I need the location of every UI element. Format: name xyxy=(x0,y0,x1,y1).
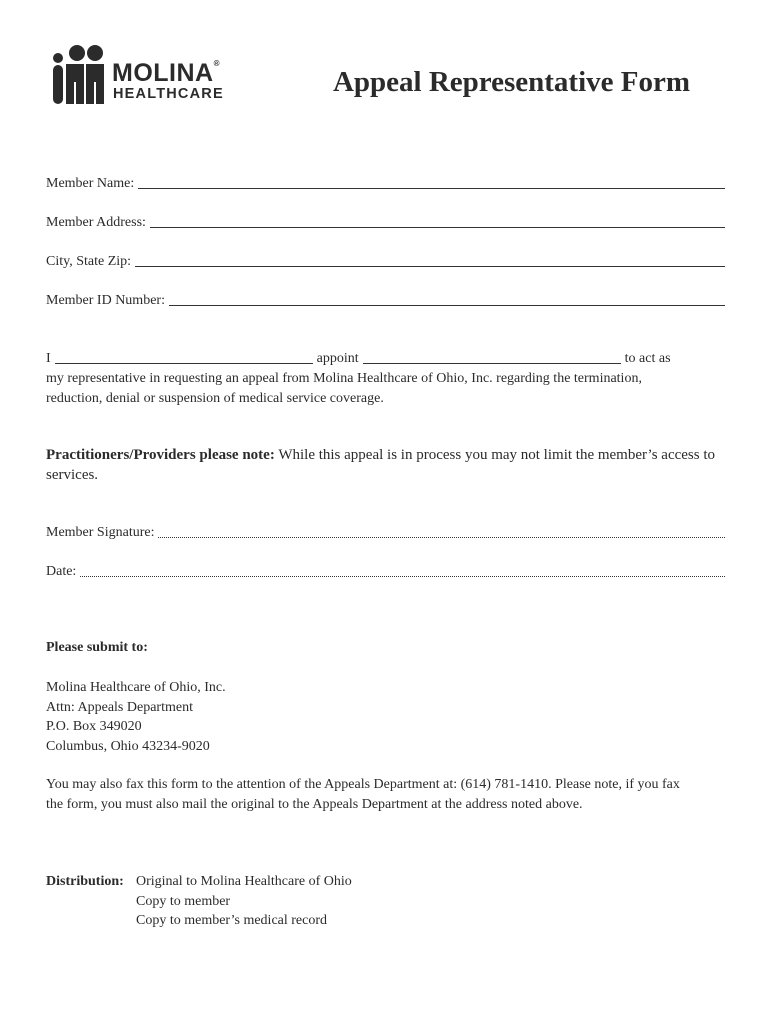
logo-wordmark: MOLINA xyxy=(112,59,214,87)
distribution-item: Copy to member xyxy=(136,893,231,909)
provider-note-text: While this appeal is in process you may not limit the member’s access to services. xyxy=(46,447,716,483)
provider-note-heading: Practitioners/Providers please note: xyxy=(46,447,275,463)
member-address-label: Member Address: xyxy=(46,215,146,230)
member-signature-line[interactable] xyxy=(158,537,725,538)
member-name-line[interactable] xyxy=(138,188,725,189)
date-line[interactable] xyxy=(80,576,725,577)
city-state-zip-label: City, State Zip: xyxy=(46,254,132,269)
member-name-label: Member Name: xyxy=(46,176,135,191)
date-field[interactable] xyxy=(46,561,725,581)
member-signature-field[interactable] xyxy=(46,522,725,542)
distribution-item: Original to Molina Healthcare of Ohio xyxy=(136,874,352,889)
appoint-word: appoint xyxy=(316,351,359,366)
act-as-word: to act as xyxy=(624,351,671,366)
address-line: P.O. Box 349020 xyxy=(46,719,142,734)
appointment-line-3: reduction, denial or suspension of medical service coverage. xyxy=(46,390,384,406)
member-address-field[interactable] xyxy=(46,212,725,232)
appointment-line-2: my representative in requesting an appeal from Molina Healthcare of Ohio, Inc. regarding the termination, xyxy=(46,371,642,386)
member-id-line[interactable] xyxy=(169,305,725,306)
city-state-zip-line[interactable] xyxy=(135,266,725,267)
distribution xyxy=(46,872,352,931)
date-label: Date: xyxy=(46,564,77,579)
distribution-list xyxy=(136,872,352,931)
member-name-blank[interactable] xyxy=(55,363,313,364)
address-line: Columbus, Ohio 43234-9020 xyxy=(46,738,210,754)
fax-instructions xyxy=(46,775,736,814)
appointment-row xyxy=(46,348,726,368)
molina-logo xyxy=(46,44,246,108)
mailing-address xyxy=(46,678,226,756)
member-id-label: Member ID Number: xyxy=(46,293,165,308)
submit-heading: Please submit to: xyxy=(46,640,148,655)
registered-mark: ® xyxy=(213,59,221,68)
distribution-item: Copy to member’s medical record xyxy=(136,913,328,928)
appointment-text xyxy=(46,369,736,408)
fax-line-2: the form, you must also mail the original to the Appeals Department at the address noted above. xyxy=(46,796,583,812)
people-logo-icon xyxy=(46,44,110,106)
distribution-label: Distribution: xyxy=(46,874,124,889)
fax-line-1: You may also fax this form to the attention of the Appeals Department at: (614) 781-1410. Please note, if you fax xyxy=(46,777,680,792)
logo-subtitle: HEALTHCARE xyxy=(113,86,224,102)
city-state-zip-field[interactable] xyxy=(46,251,725,271)
member-name-field[interactable] xyxy=(46,173,725,193)
page-title: Appeal Representative Form xyxy=(332,66,690,98)
representative-name-blank[interactable] xyxy=(363,363,621,364)
address-line: Molina Healthcare of Ohio, Inc. xyxy=(46,680,226,695)
appoint-i: I xyxy=(46,351,51,366)
provider-note xyxy=(46,445,726,485)
member-id-field[interactable] xyxy=(46,290,725,310)
member-signature-label: Member Signature: xyxy=(46,525,155,540)
address-line: Attn: Appeals Department xyxy=(46,699,193,715)
member-address-line[interactable] xyxy=(150,227,725,228)
